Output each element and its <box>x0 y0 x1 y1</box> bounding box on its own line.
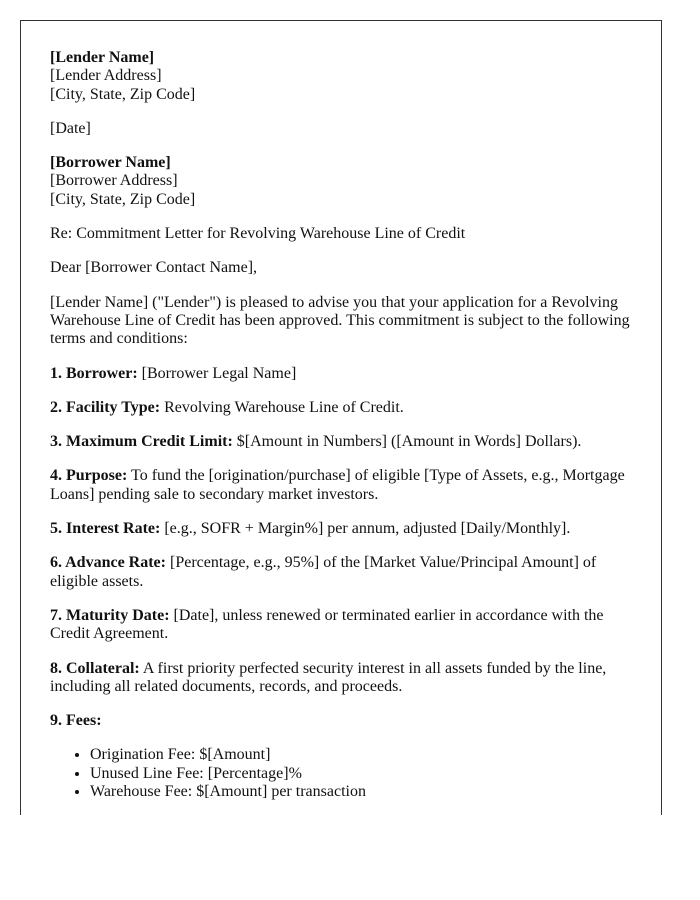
term-label: 5. Interest Rate: <box>50 520 161 538</box>
lender-address: [Lender Address] <box>50 67 162 85</box>
intro-paragraph: [Lender Name] ("Lender") is pleased to advise you that your application for a Revolving Warehouse Line of Credit has been approved. This commitment is subject to the following terms and conditions: <box>50 293 630 348</box>
borrower-address: [Borrower Address] <box>50 172 178 190</box>
term-collateral <box>50 660 632 697</box>
term-label: 6. Advance Rate: <box>50 554 166 572</box>
term-text: To fund the [origination/purchase] of eligible [Type of Assets, e.g., Mortgage Loans] pending sale to secondary market investors. <box>50 467 625 503</box>
term-interest-rate <box>50 520 632 538</box>
term-text: [Percentage, e.g., 95%] of the [Market Value/Principal Amount] of eligible assets. <box>50 554 597 590</box>
term-text: [Date], unless renewed or terminated earlier in accordance with the Credit Agreement. <box>50 606 604 643</box>
salutation: Dear [Borrower Contact Name], <box>50 259 258 277</box>
fee-item-origination: • Origination Fee: $[Amount] <box>90 746 632 764</box>
lender-address-block <box>50 49 632 104</box>
lender-city-state-zip: [City, State, Zip Code] <box>50 85 196 103</box>
term-maximum-credit-limit <box>50 433 632 451</box>
term-label: 1. Borrower: <box>50 364 138 382</box>
borrower-address-block <box>50 154 632 209</box>
borrower-name: [Borrower Name] <box>50 154 171 172</box>
subject-line: Re: Commitment Letter for Revolving Warehouse Line of Credit <box>50 225 466 243</box>
term-label: 8. Collateral: <box>50 659 140 677</box>
term-label: 3. Maximum Credit Limit: <box>50 433 233 451</box>
term-text: [e.g., SOFR + Margin%] per annum, adjusted [Daily/Monthly]. <box>160 520 571 538</box>
term-facility-type <box>50 399 632 417</box>
term-purpose <box>50 467 632 504</box>
borrower-city-state-zip: [City, State, Zip Code] <box>50 190 196 208</box>
term-advance-rate <box>50 554 632 591</box>
fee-item-unused-line: • Unused Line Fee: [Percentage]% <box>90 765 632 783</box>
fees-list <box>50 746 632 801</box>
letter-date: [Date] <box>50 119 91 137</box>
term-text: [Borrower Legal Name] <box>137 364 297 382</box>
term-text: A first priority perfected security interest in all assets funded by the line, including all related documents, records, and proceeds. <box>50 659 607 695</box>
commitment-letter <box>20 20 662 815</box>
term-label: 9. Fees: <box>50 712 102 730</box>
term-label: 2. Facility Type: <box>50 398 161 416</box>
fee-item-warehouse: • Warehouse Fee: $[Amount] per transaction <box>90 783 632 801</box>
term-label: 4. Purpose: <box>50 467 128 485</box>
term-text: $[Amount in Numbers] ([Amount in Words] Dollars). <box>232 433 582 451</box>
term-label: 7. Maturity Date: <box>50 606 170 624</box>
term-maturity-date <box>50 607 632 644</box>
lender-name: [Lender Name] <box>50 49 155 66</box>
term-fees <box>50 712 632 730</box>
term-text: Revolving Warehouse Line of Credit. <box>160 398 404 416</box>
term-borrower <box>50 365 632 383</box>
